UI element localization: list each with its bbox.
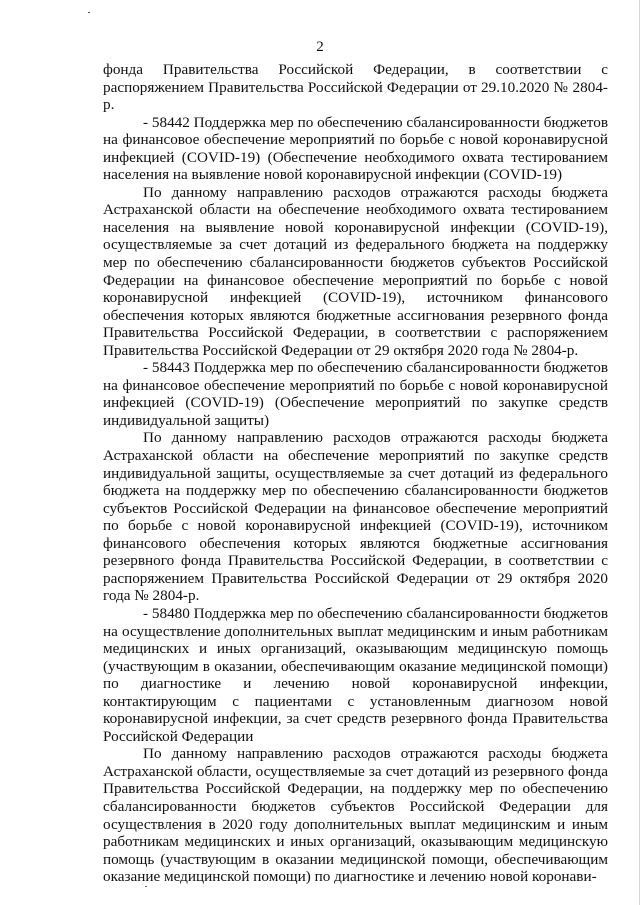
page-number: 2 [316, 39, 324, 55]
paragraph-description-58442: По данному направлению расходов отражаются расходы бюджета Астраханской области на обеспечение необходимого охвата тестированием населения на выявление новой коронавирусной инфекции (COVID-19), осуществляемые за счет дотаций из федерального бюджета на поддержку мер по обеспечению сбалансированности бюджетов субъектов Российской Федерации на финансовое обеспечение мероприятий по борьбе с новой коронавирусной инфекцией (COVID-19), источником финансового обеспечения которых являются бюджетные ассигнования резервного фонда Правительства Российской Федерации, в соответствии с распоряжением Правительства Российской Федерации от 29 октября 2020 года № 2804-р. [103, 183, 608, 359]
paragraph-code-58480: - 58480 Поддержка мер по обеспечению сбалансированности бюджетов на осуществление дополнительных выплат медицинским и иным работникам медицинских и иных организаций, оказывающим медицинскую помощь (участвующим в оказании, обеспечивающим оказание медицинской помощи) по диагностике и лечению новой коронавирусной инфекции, контактирующим с пациентами с установленным диагнозом новой коронавирусной инфекции, за счет средств резервного фонда Правительства Российской Федерации [103, 604, 608, 745]
scan-speck [88, 12, 90, 13]
paragraph-description-58480: По данному направлению расходов отражаются расходы бюджета Астраханской области, осуществляемые за счет дотаций из резервного фонда Правительства Российской Федерации, на поддержку мер по обеспечению сбалансированности бюджетов субъектов Российской Федерации для осуществления в 2020 году дополнительных выплат медицинским и иным работникам медицинских и иных организаций, оказывающим медицинскую помощь (участвующим в оказании медицинской помощи, обеспечивающим оказание медицинской помощи) по диагностике и лечению новой коронави- [103, 745, 608, 886]
document-body [103, 61, 608, 886]
paragraph-description-58443: По данному направлению расходов отражаются расходы бюджета Астраханской области на обеспечение мероприятий по закупке средств индивидуальной защиты, осуществляемые за счет дотаций из федерального бюджета на поддержку мер по обеспечению сбалансированности бюджетов субъектов Российской Федерации на финансовое обеспечение мероприятий по борьбе с новой коронавирусной инфекцией (COVID-19), источником финансового обеспечения которых являются бюджетные ассигнования резервного фонда Правительства Российской Федерации, в соответствии с распоряжением Правительства Российской Федерации от 29 октября 2020 года № 2804-р. [103, 429, 608, 605]
paragraph-code-58443: - 58443 Поддержка мер по обеспечению сбалансированности бюджетов на финансовое обеспечение мероприятий по борьбе с новой коронавирусной инфекцией (COVID-19) (Обеспечение мероприятий по закупке средств индивидуальной защиты) [103, 359, 608, 429]
scan-speck [145, 886, 147, 887]
paragraph-code-58442: - 58442 Поддержка мер по обеспечению сбалансированности бюджетов на финансовое обеспечение мероприятий по борьбе с новой коронавирусной инфекцией (COVID-19) (Обеспечение необходимого охвата тестированием населения на выявление новой коронавирусной инфекции (COVID-19) [103, 113, 608, 184]
paragraph-continuation: фонда Правительства Российской Федерации, в соответствии с распоряжением Правительства Российской Федерации от 29.10.2020 № 2804-р. [103, 61, 608, 114]
